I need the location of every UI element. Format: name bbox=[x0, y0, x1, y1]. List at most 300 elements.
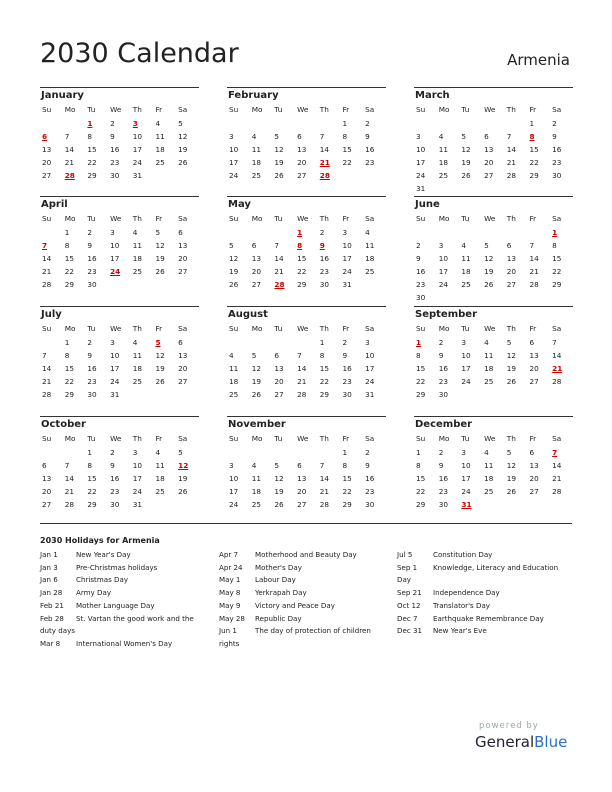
day-cell: 20 bbox=[178, 254, 188, 263]
day-cell: 8 bbox=[64, 351, 70, 360]
weekday-label: Su bbox=[416, 324, 426, 333]
weekday-header bbox=[40, 212, 199, 226]
weekday-label: We bbox=[484, 434, 496, 443]
day-cell: 10 bbox=[132, 461, 143, 470]
day-cell: 26 bbox=[229, 280, 239, 289]
day-cell: 12 bbox=[178, 132, 188, 141]
holiday-item bbox=[219, 562, 387, 575]
day-cell: 6 bbox=[42, 461, 47, 470]
day-cell: 18 bbox=[484, 474, 494, 483]
month-name: September bbox=[415, 309, 477, 320]
weekday-label: Su bbox=[416, 105, 426, 114]
day-blank bbox=[227, 336, 250, 349]
day-grid bbox=[40, 446, 199, 511]
day-cell: 4 bbox=[155, 119, 161, 128]
day-cell: 5 bbox=[229, 241, 234, 250]
holiday-item bbox=[397, 587, 572, 600]
day-cell: 30 bbox=[342, 390, 352, 399]
day-blank bbox=[40, 446, 63, 459]
holiday-item bbox=[219, 549, 387, 562]
day-cell: 15 bbox=[342, 474, 352, 483]
day-cell: 13 bbox=[42, 474, 52, 483]
day-cell: 26 bbox=[155, 267, 165, 276]
day-cell: 24 bbox=[365, 377, 375, 386]
day-cell: 24 bbox=[461, 377, 471, 386]
day-cell: 25 bbox=[461, 280, 471, 289]
holiday-name: Translator's Day bbox=[433, 600, 491, 610]
day-cell: 21 bbox=[319, 487, 330, 496]
day-cell: 14 bbox=[64, 145, 74, 154]
weekday-label: Fr bbox=[529, 105, 537, 114]
day-cell: 8 bbox=[87, 461, 93, 470]
day-blank bbox=[272, 117, 295, 130]
day-cell: 19 bbox=[178, 474, 188, 483]
month-march bbox=[414, 87, 573, 195]
weekday-header bbox=[414, 432, 573, 446]
day-cell: 25 bbox=[132, 267, 143, 276]
day-cell: 28 bbox=[529, 280, 539, 289]
day-cell: 11 bbox=[484, 351, 494, 360]
day-cell: 27 bbox=[506, 280, 517, 289]
weekday-label: We bbox=[110, 105, 122, 114]
weekday-label: Tu bbox=[87, 105, 96, 114]
day-grid bbox=[414, 446, 573, 511]
holiday-column bbox=[40, 549, 210, 651]
day-cell: 24 bbox=[461, 487, 471, 496]
holiday-item bbox=[397, 625, 572, 638]
day-blank bbox=[250, 226, 273, 239]
day-cell: 4 bbox=[438, 132, 444, 141]
day-cell: 15 bbox=[416, 474, 426, 483]
day-cell: 14 bbox=[529, 254, 539, 263]
day-cell: 4 bbox=[155, 448, 161, 457]
day-cell: 19 bbox=[155, 254, 165, 263]
day-cell: 8 bbox=[342, 132, 348, 141]
day-cell: 1 bbox=[416, 448, 421, 457]
day-cell: 14 bbox=[319, 145, 330, 154]
day-cell: 5 bbox=[155, 228, 161, 237]
day-cell: 3 bbox=[229, 461, 234, 470]
holiday-item bbox=[397, 549, 572, 562]
holiday-name: Mother's Day bbox=[255, 562, 302, 572]
day-cell: 4 bbox=[251, 461, 257, 470]
weekday-label: Fr bbox=[342, 434, 350, 443]
brand-logo[interactable] bbox=[475, 733, 567, 751]
holiday-name: Labour Day bbox=[255, 575, 296, 585]
day-cell: 6 bbox=[251, 241, 257, 250]
month-name: April bbox=[41, 199, 68, 210]
day-cell: 29 bbox=[416, 500, 426, 509]
day-cell: 11 bbox=[438, 145, 448, 154]
day-cell: 20 bbox=[529, 364, 539, 373]
day-blank bbox=[250, 336, 273, 349]
day-cell: 15 bbox=[552, 254, 562, 263]
holiday-item bbox=[397, 600, 572, 613]
day-cell: 13 bbox=[178, 351, 188, 360]
day-cell: 23 bbox=[365, 158, 375, 167]
day-cell: 9 bbox=[552, 132, 557, 141]
day-cell: 1 bbox=[529, 119, 535, 128]
day-cell: 2 bbox=[552, 119, 557, 128]
day-grid bbox=[40, 117, 199, 182]
holiday-name: Yerkrapah Day bbox=[255, 588, 307, 598]
day-cell: 21 bbox=[64, 487, 74, 496]
weekday-label: Tu bbox=[87, 324, 96, 333]
day-cell: 10 bbox=[461, 351, 471, 360]
day-cell: 20 bbox=[484, 158, 494, 167]
holiday-day: 31 bbox=[461, 500, 472, 509]
day-cell: 22 bbox=[416, 487, 426, 496]
day-cell: 26 bbox=[274, 171, 284, 180]
holiday-name: St. Vartan the good work and the duty days bbox=[40, 613, 194, 636]
day-cell: 28 bbox=[64, 500, 74, 509]
day-blank bbox=[482, 117, 505, 130]
day-cell: 11 bbox=[461, 254, 471, 263]
day-cell: 15 bbox=[87, 145, 97, 154]
day-cell: 18 bbox=[251, 158, 261, 167]
day-cell: 12 bbox=[155, 351, 165, 360]
weekday-label: Sa bbox=[552, 324, 562, 333]
day-cell: 28 bbox=[506, 171, 517, 180]
day-cell: 20 bbox=[251, 267, 261, 276]
day-cell: 2 bbox=[438, 448, 444, 457]
weekday-header bbox=[40, 322, 199, 336]
day-cell: 7 bbox=[42, 351, 47, 360]
day-cell: 5 bbox=[461, 132, 467, 141]
day-cell: 21 bbox=[297, 377, 307, 386]
weekday-label: Tu bbox=[461, 324, 470, 333]
weekday-label: Fr bbox=[155, 324, 163, 333]
weekday-label: Su bbox=[229, 434, 239, 443]
day-cell: 5 bbox=[484, 241, 489, 250]
holiday-date: Jan 3 bbox=[40, 562, 58, 572]
day-cell: 28 bbox=[42, 280, 52, 289]
weekday-label: Tu bbox=[274, 105, 283, 114]
holiday-day: 28 bbox=[64, 171, 75, 180]
day-cell: 15 bbox=[529, 145, 539, 154]
holiday-item bbox=[219, 613, 387, 626]
weekday-label: Th bbox=[506, 324, 516, 333]
day-cell: 18 bbox=[155, 474, 165, 483]
holiday-item bbox=[219, 574, 387, 587]
day-cell: 23 bbox=[416, 280, 426, 289]
day-cell: 20 bbox=[178, 364, 188, 373]
day-cell: 4 bbox=[132, 338, 138, 347]
holiday-day: 7 bbox=[552, 448, 558, 457]
day-cell: 15 bbox=[297, 254, 307, 263]
holiday-day: 21 bbox=[552, 364, 563, 373]
divider bbox=[40, 523, 572, 524]
weekday-label: We bbox=[484, 105, 496, 114]
weekday-label: Mo bbox=[251, 324, 263, 333]
day-cell: 29 bbox=[87, 500, 97, 509]
day-cell: 17 bbox=[342, 254, 352, 263]
day-cell: 1 bbox=[342, 119, 348, 128]
day-cell: 13 bbox=[251, 254, 261, 263]
day-grid bbox=[227, 336, 386, 401]
weekday-label: Su bbox=[42, 434, 52, 443]
day-cell: 22 bbox=[342, 487, 352, 496]
day-cell: 5 bbox=[506, 448, 512, 457]
weekday-label: We bbox=[297, 324, 309, 333]
day-cell: 8 bbox=[319, 351, 325, 360]
day-cell: 29 bbox=[297, 280, 307, 289]
day-cell: 22 bbox=[87, 158, 97, 167]
weekday-label: Mo bbox=[251, 105, 263, 114]
day-cell: 10 bbox=[438, 254, 448, 263]
day-cell: 28 bbox=[319, 500, 330, 509]
day-cell: 16 bbox=[552, 145, 562, 154]
day-cell: 23 bbox=[110, 487, 120, 496]
day-blank bbox=[63, 446, 86, 459]
day-cell: 16 bbox=[438, 364, 448, 373]
day-cell: 10 bbox=[132, 132, 143, 141]
weekday-label: Sa bbox=[552, 434, 562, 443]
day-blank bbox=[437, 226, 460, 239]
holiday-date: May 8 bbox=[219, 588, 241, 598]
day-cell: 24 bbox=[229, 500, 239, 509]
day-cell: 30 bbox=[438, 500, 448, 509]
day-blank bbox=[272, 336, 295, 349]
day-cell: 28 bbox=[552, 377, 562, 386]
day-cell: 23 bbox=[365, 487, 375, 496]
day-blank bbox=[527, 226, 550, 239]
day-cell: 3 bbox=[110, 228, 115, 237]
day-cell: 14 bbox=[506, 145, 517, 154]
weekday-label: Fr bbox=[342, 214, 350, 223]
day-cell: 29 bbox=[64, 280, 74, 289]
month-name: July bbox=[41, 309, 62, 320]
holiday-item bbox=[40, 638, 210, 651]
day-cell: 27 bbox=[529, 377, 539, 386]
holiday-day: 1 bbox=[552, 228, 558, 237]
day-cell: 13 bbox=[274, 364, 284, 373]
day-cell: 2 bbox=[319, 228, 325, 237]
holiday-date: Feb 21 bbox=[40, 600, 64, 610]
day-cell: 25 bbox=[365, 267, 375, 276]
holiday-name: International Women's Day bbox=[76, 638, 173, 648]
weekday-label: Mo bbox=[438, 434, 450, 443]
holiday-date: Jan 28 bbox=[40, 588, 63, 598]
day-cell: 8 bbox=[416, 461, 421, 470]
weekday-label: Tu bbox=[461, 434, 470, 443]
weekday-label: Th bbox=[319, 324, 329, 333]
day-blank bbox=[459, 117, 482, 130]
day-cell: 17 bbox=[438, 267, 448, 276]
day-cell: 15 bbox=[319, 364, 330, 373]
day-cell: 11 bbox=[132, 241, 143, 250]
day-cell: 23 bbox=[342, 377, 352, 386]
day-blank bbox=[40, 336, 63, 349]
day-blank bbox=[459, 226, 482, 239]
day-cell: 21 bbox=[552, 474, 562, 483]
day-cell: 3 bbox=[365, 338, 370, 347]
day-cell: 14 bbox=[274, 254, 284, 263]
day-cell: 26 bbox=[155, 377, 165, 386]
day-cell: 2 bbox=[438, 338, 444, 347]
day-cell: 16 bbox=[110, 145, 120, 154]
day-cell: 19 bbox=[251, 377, 261, 386]
day-cell: 27 bbox=[178, 377, 188, 386]
holiday-day: 21 bbox=[319, 158, 330, 167]
day-cell: 30 bbox=[110, 171, 120, 180]
day-cell: 23 bbox=[110, 158, 120, 167]
day-cell: 3 bbox=[110, 338, 115, 347]
day-cell: 14 bbox=[319, 474, 330, 483]
month-name: October bbox=[41, 419, 86, 430]
day-cell: 25 bbox=[229, 390, 239, 399]
day-cell: 22 bbox=[64, 377, 74, 386]
day-cell: 24 bbox=[416, 171, 426, 180]
day-cell: 6 bbox=[297, 461, 302, 470]
page-title: 2030 Calendar bbox=[40, 38, 239, 69]
holiday-item bbox=[397, 562, 572, 587]
day-cell: 13 bbox=[484, 145, 494, 154]
weekday-label: Su bbox=[229, 105, 239, 114]
day-cell: 19 bbox=[155, 364, 165, 373]
holiday-date: May 28 bbox=[219, 613, 245, 623]
day-cell: 3 bbox=[461, 448, 467, 457]
day-cell: 6 bbox=[274, 351, 280, 360]
day-cell: 2 bbox=[365, 119, 370, 128]
day-cell: 17 bbox=[132, 145, 143, 154]
holiday-date: Jul 5 bbox=[397, 550, 413, 559]
weekday-label: Mo bbox=[251, 434, 263, 443]
day-cell: 11 bbox=[132, 351, 143, 360]
holiday-item bbox=[40, 549, 210, 562]
day-cell: 16 bbox=[87, 364, 97, 373]
day-blank bbox=[318, 117, 341, 130]
weekday-label: Su bbox=[229, 324, 239, 333]
month-june bbox=[414, 196, 573, 304]
day-cell: 20 bbox=[529, 474, 539, 483]
weekday-label: We bbox=[110, 434, 122, 443]
holiday-day: 1 bbox=[297, 228, 303, 237]
day-cell: 25 bbox=[155, 487, 165, 496]
day-cell: 2 bbox=[416, 241, 421, 250]
day-cell: 24 bbox=[229, 171, 239, 180]
holidays-title: 2030 Holidays for Armenia bbox=[40, 536, 160, 545]
day-cell: 29 bbox=[529, 171, 539, 180]
day-cell: 19 bbox=[229, 267, 239, 276]
day-cell: 16 bbox=[438, 474, 448, 483]
day-blank bbox=[505, 226, 528, 239]
country-name: Armenia bbox=[507, 51, 570, 69]
day-cell: 29 bbox=[552, 280, 562, 289]
weekday-label: Su bbox=[42, 214, 52, 223]
holiday-name: Christmas Day bbox=[76, 575, 129, 585]
weekday-label: Tu bbox=[274, 434, 283, 443]
day-cell: 9 bbox=[87, 241, 93, 250]
day-cell: 8 bbox=[552, 241, 557, 250]
holiday-date: Sep 21 bbox=[397, 588, 422, 598]
day-blank bbox=[40, 226, 63, 239]
month-name: March bbox=[415, 90, 450, 101]
weekday-header bbox=[40, 432, 199, 446]
weekday-label: Mo bbox=[438, 324, 450, 333]
day-cell: 5 bbox=[251, 351, 257, 360]
day-cell: 3 bbox=[461, 338, 467, 347]
day-cell: 27 bbox=[274, 390, 284, 399]
holiday-date: Jan 6 bbox=[40, 575, 58, 585]
day-cell: 20 bbox=[297, 158, 307, 167]
month-november bbox=[227, 416, 386, 511]
weekday-label: Su bbox=[416, 434, 426, 443]
day-cell: 26 bbox=[506, 487, 517, 496]
day-cell: 9 bbox=[438, 351, 444, 360]
day-cell: 19 bbox=[484, 267, 494, 276]
day-cell: 23 bbox=[552, 158, 562, 167]
day-cell: 27 bbox=[178, 267, 188, 276]
month-name: May bbox=[228, 199, 251, 210]
day-cell: 5 bbox=[274, 461, 280, 470]
month-name: January bbox=[41, 90, 84, 101]
day-cell: 1 bbox=[342, 448, 348, 457]
holiday-day: 24 bbox=[110, 267, 121, 276]
day-cell: 27 bbox=[297, 500, 307, 509]
day-blank bbox=[250, 117, 273, 130]
day-cell: 22 bbox=[416, 377, 426, 386]
weekday-label: Sa bbox=[365, 105, 375, 114]
day-blank bbox=[437, 117, 460, 130]
day-cell: 12 bbox=[484, 254, 494, 263]
day-blank bbox=[272, 226, 295, 239]
day-cell: 10 bbox=[110, 351, 120, 360]
day-cell: 13 bbox=[529, 351, 539, 360]
weekday-label: Fr bbox=[155, 105, 163, 114]
holiday-name: Victory and Peace Day bbox=[255, 600, 335, 610]
day-cell: 14 bbox=[42, 254, 52, 263]
day-cell: 9 bbox=[110, 461, 115, 470]
holiday-date: Feb 28 bbox=[40, 613, 64, 623]
weekday-label: Sa bbox=[552, 214, 562, 223]
day-blank bbox=[482, 226, 505, 239]
day-cell: 19 bbox=[506, 474, 517, 483]
day-cell: 7 bbox=[297, 351, 302, 360]
weekday-label: Mo bbox=[251, 214, 263, 223]
day-cell: 4 bbox=[484, 338, 489, 347]
weekday-label: Su bbox=[416, 214, 426, 223]
day-cell: 24 bbox=[132, 158, 143, 167]
weekday-label: Mo bbox=[64, 214, 76, 223]
weekday-label: We bbox=[484, 324, 496, 333]
day-cell: 22 bbox=[319, 377, 330, 386]
day-cell: 24 bbox=[132, 487, 143, 496]
holiday-name: The day of protection of children rights bbox=[219, 626, 371, 648]
day-cell: 2 bbox=[110, 448, 115, 457]
day-cell: 25 bbox=[438, 171, 448, 180]
day-cell: 27 bbox=[529, 487, 539, 496]
weekday-label: Su bbox=[42, 105, 52, 114]
day-cell: 29 bbox=[416, 390, 426, 399]
day-cell: 9 bbox=[87, 351, 93, 360]
day-cell: 27 bbox=[42, 500, 52, 509]
day-cell: 28 bbox=[42, 390, 52, 399]
day-cell: 22 bbox=[64, 267, 74, 276]
weekday-label: Th bbox=[319, 105, 329, 114]
day-cell: 31 bbox=[365, 390, 375, 399]
day-cell: 30 bbox=[87, 390, 97, 399]
powered-by-label: powered by bbox=[479, 721, 539, 731]
weekday-label: Tu bbox=[461, 105, 470, 114]
holiday-name: Mother Language Day bbox=[76, 600, 155, 610]
weekday-header bbox=[227, 212, 386, 226]
month-name: August bbox=[228, 309, 268, 320]
weekday-label: Fr bbox=[342, 324, 350, 333]
day-cell: 11 bbox=[365, 241, 375, 250]
day-cell: 30 bbox=[552, 171, 562, 180]
day-cell: 25 bbox=[155, 158, 165, 167]
